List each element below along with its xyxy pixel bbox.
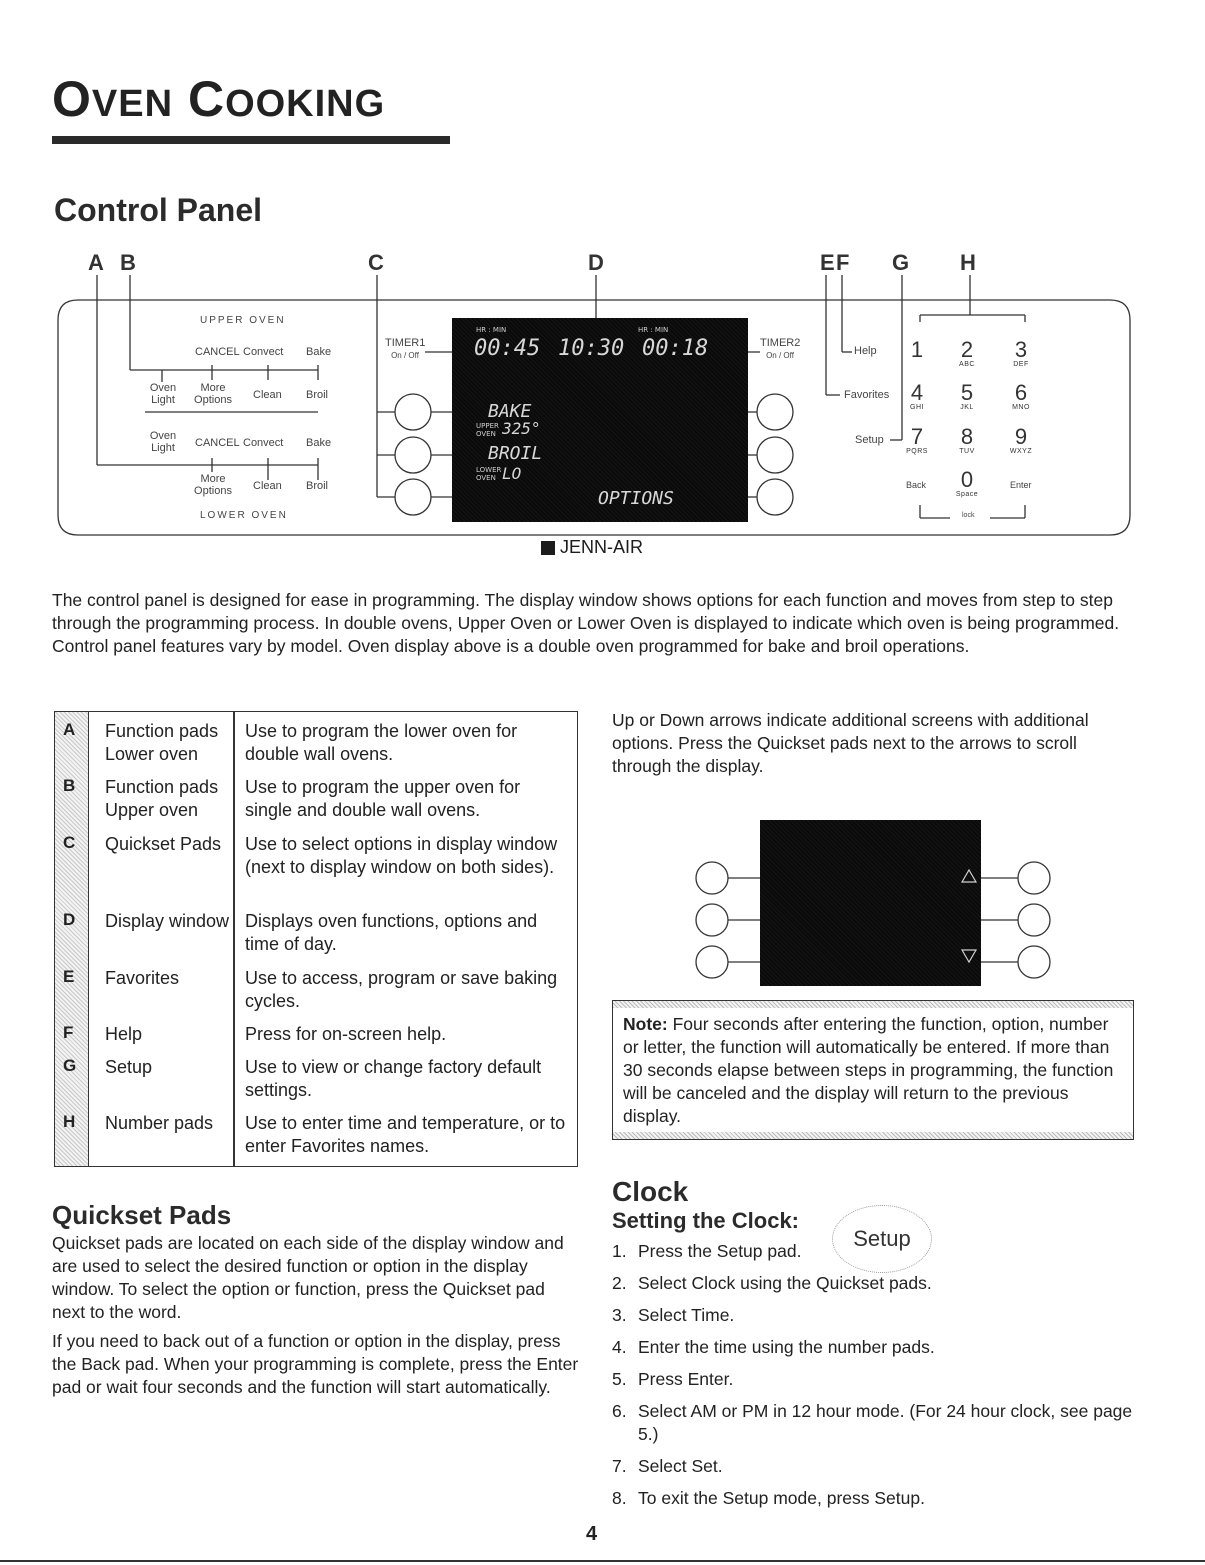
row-desc: Use to program the lower oven for double wall ovens. (245, 721, 518, 764)
row-letter: G (63, 1056, 77, 1075)
key-digit: 6 (1014, 380, 1028, 405)
step-num: 3. (612, 1305, 627, 1325)
quickset-heading: Quickset Pads (52, 1200, 232, 1230)
key-digit: 2 (960, 337, 974, 362)
pad-label: Oven (149, 430, 177, 442)
row-name: Help (105, 1024, 143, 1044)
bottom-rule (0, 1560, 1205, 1562)
timer-label: TIMER2 (760, 337, 801, 349)
lower-cancel-pad[interactable]: CANCEL (195, 437, 240, 449)
key-letters: GHI (910, 404, 924, 411)
step-text: To exit the Setup mode, press Setup. (638, 1488, 925, 1508)
down-arrow-icon (962, 950, 976, 962)
clock-readout: 10:30 (558, 336, 625, 361)
display-temp: 325° (502, 419, 541, 438)
lower-more-options-pad[interactable] (193, 473, 233, 497)
timer1-pad[interactable] (385, 337, 425, 362)
note-hatch-top (613, 1001, 1133, 1008)
key-letters: Space (955, 491, 979, 498)
step-text: Select Time. (638, 1305, 735, 1325)
row-name: Setup (105, 1057, 153, 1077)
title-part: C (187, 71, 226, 127)
step-num: 1. (612, 1241, 627, 1261)
row-desc: Displays oven functions, options and time of day. (245, 911, 538, 954)
callout-f: F (836, 250, 850, 275)
upper-clean-pad[interactable]: Clean (253, 389, 282, 401)
row-letter: E (63, 967, 75, 986)
note-box (612, 1000, 1134, 1140)
step-text: Select Set. (638, 1456, 723, 1476)
title-part: OOKING (225, 83, 386, 125)
lower-oven-label: LOWER OVEN (200, 510, 288, 521)
quickset-paragraph-1: Quickset pads are located on each side of the display window and are used to select the desired function or option in the display window. To select the option or function, press the Quickset pad next to the word. (52, 1233, 564, 1322)
pad-label: More (200, 382, 226, 394)
setup-pad[interactable]: Setup (855, 434, 884, 446)
brand-name: JENN-AIR (560, 537, 644, 557)
lower-oven-light-pad[interactable] (145, 430, 181, 454)
key-3[interactable] (1001, 337, 1041, 368)
step-item (612, 1240, 1142, 1263)
step-item (612, 1400, 1142, 1446)
row-name: Display window (105, 911, 230, 931)
row-name: Function pads Upper oven (105, 777, 219, 820)
clock-steps (612, 1240, 1142, 1519)
step-num: 7. (612, 1456, 627, 1476)
setup-pad-icon: Setup (832, 1205, 932, 1273)
callout-d: D (588, 250, 604, 275)
step-num: 2. (612, 1273, 627, 1293)
key-4[interactable] (897, 380, 937, 411)
note-label: Note: (623, 1014, 668, 1034)
step-item (612, 1455, 1142, 1478)
lock-label: lock (962, 512, 975, 519)
step-item (612, 1487, 1142, 1510)
pad-label: Options (194, 485, 232, 497)
hr-min-label: HR : MIN (638, 326, 669, 334)
key-8[interactable] (947, 424, 987, 455)
step-item (612, 1336, 1142, 1359)
timer-label: TIMER1 (385, 337, 426, 349)
pad-label: Light (151, 442, 175, 454)
key-digit: 7 (910, 424, 924, 449)
control-panel-heading: Control Panel (54, 192, 263, 228)
row-desc: Use to enter time and temperature, or to enter Favorites names. (245, 1113, 566, 1156)
tag: LOWER (476, 466, 502, 474)
key-7[interactable] (897, 424, 937, 455)
key-9[interactable] (1001, 424, 1041, 455)
lower-bake-pad[interactable]: Bake (306, 437, 332, 449)
note-text (623, 1013, 1123, 1128)
key-letters: DEF (1013, 361, 1029, 368)
key-6[interactable] (1001, 380, 1041, 411)
display-broil: BROIL (488, 443, 543, 464)
tag: OVEN (476, 430, 496, 438)
callout-e: E (820, 250, 835, 275)
step-text: Press the Setup pad. (638, 1241, 802, 1261)
row-name: Function pads Lower oven (105, 721, 219, 764)
timer-sub: On / Off (391, 351, 419, 360)
tag: UPPER (476, 422, 499, 430)
title-part: VEN (91, 83, 174, 125)
display-window (452, 318, 748, 522)
row-desc: Press for on-screen help. (245, 1024, 447, 1044)
step-num: 5. (612, 1369, 627, 1389)
enter-pad[interactable]: Enter (1010, 480, 1032, 490)
key-1[interactable] (897, 337, 937, 363)
key-0[interactable] (947, 467, 987, 498)
display-lo: LO (502, 464, 522, 483)
key-digit: 5 (960, 380, 974, 405)
key-letters: ABC (959, 361, 975, 368)
upper-more-options-pad[interactable] (193, 382, 233, 406)
step-text: Select Clock using the Quickset pads. (638, 1273, 932, 1293)
step-num: 4. (612, 1337, 627, 1357)
upper-oven-light-pad[interactable] (145, 382, 181, 406)
upper-cancel-pad[interactable]: CANCEL (195, 346, 240, 358)
help-pad[interactable]: Help (854, 345, 877, 357)
key-5[interactable] (947, 380, 987, 411)
row-letter: A (63, 720, 76, 739)
key-2[interactable] (947, 337, 987, 368)
page-number: 4 (586, 1523, 598, 1545)
row-desc: Use to select options in display window (next to display window on both sides). (245, 834, 558, 877)
row-letter: F (63, 1023, 74, 1042)
back-pad[interactable]: Back (906, 480, 927, 490)
row-name: Number pads (105, 1113, 214, 1133)
tag: OVEN (476, 474, 496, 482)
upper-bake-pad[interactable]: Bake (306, 346, 332, 358)
row-letter: C (63, 833, 76, 852)
timer2-pad[interactable] (760, 337, 800, 362)
upper-oven-tag (476, 422, 499, 438)
key-digit: 1 (910, 337, 924, 362)
pad-label: More (200, 473, 226, 485)
pad-label: Oven (149, 382, 177, 394)
lower-broil-pad[interactable]: Broil (306, 480, 329, 492)
row-name: Quickset Pads (105, 834, 222, 854)
row-desc: Use to access, program or save baking cycles. (245, 968, 558, 1011)
lower-convect-pad[interactable]: Convect (243, 437, 284, 449)
timer2-readout: 00:18 (642, 336, 709, 361)
row-letter: H (63, 1112, 76, 1131)
key-letters: PQRS (906, 448, 928, 455)
timer1-readout: 00:45 (474, 336, 541, 361)
step-text: Enter the time using the number pads. (638, 1337, 935, 1357)
pad-label: Options (194, 394, 232, 406)
features-table (54, 711, 578, 1167)
key-letters: JKL (960, 404, 974, 411)
row-letter: B (63, 776, 76, 795)
key-digit: 9 (1014, 424, 1028, 449)
note-body: Four seconds after entering the function, option, number or letter, the function will automatically be entered. If more than 30 seconds elapse between steps in programming, the function will be canceled and the display will return to the previous display. (623, 1014, 1114, 1126)
step-num: 6. (612, 1401, 627, 1421)
lower-oven-tag (476, 466, 501, 482)
favorites-pad[interactable]: Favorites (844, 389, 890, 401)
step-text: Select AM or PM in 12 hour mode. (For 24 hour clock, see page 5.) (638, 1401, 1133, 1444)
timer-sub: On / Off (766, 351, 794, 360)
key-letters: TUV (959, 448, 975, 455)
key-digit: 0 (960, 467, 974, 492)
jenn-air-logo-icon (541, 541, 555, 555)
lower-clean-pad[interactable]: Clean (253, 480, 282, 492)
upper-broil-pad[interactable]: Broil (306, 389, 329, 401)
display-bake: BAKE (488, 401, 532, 422)
updown-paragraph: Up or Down arrows indicate additional screens with additional options. Press the Quickset pads next to the arrows to scroll through the display. (612, 710, 1089, 776)
step-item (612, 1272, 1142, 1295)
setting-clock-heading: Setting the Clock: (612, 1208, 800, 1233)
row-desc: Use to view or change factory default settings. (245, 1057, 542, 1100)
row-desc: Use to program the upper oven for single and double wall ovens. (245, 777, 521, 820)
display-options: OPTIONS (598, 488, 674, 509)
intro-paragraph: The control panel is designed for ease in programming. The display window shows options for each function and moves from step to step through the programming process. In double ovens, Upper Oven or Lower Oven is displayed to indicate which oven is being programmed. Control panel features vary by model. Oven display above is a double oven programmed for bake and broil operations. (52, 590, 1120, 656)
quickset-paragraph-2: If you need to back out of a function or option in the display, press the Back pad. When your programming is complete, press the Enter pad or wait four seconds and the function will start automatically. (52, 1331, 579, 1397)
upper-oven-label: UPPER OVEN (200, 315, 286, 326)
callout-h: H (960, 250, 976, 275)
callout-g: G (892, 250, 910, 275)
key-letters: MNO (1012, 404, 1030, 411)
key-digit: 8 (960, 424, 974, 449)
key-digit: 4 (910, 380, 924, 405)
mini-quickset-diagram (680, 820, 1060, 990)
step-item (612, 1368, 1142, 1391)
hr-min-label: HR : MIN (476, 326, 507, 334)
column-divider (233, 712, 235, 1166)
title-part: O (52, 71, 92, 127)
up-arrow-icon (962, 870, 976, 882)
step-text: Press Enter. (638, 1369, 734, 1389)
clock-heading: Clock (612, 1176, 689, 1207)
callout-c: C (368, 250, 384, 275)
note-hatch-bottom (613, 1132, 1133, 1139)
key-letters: WXYZ (1009, 448, 1033, 455)
row-name: Favorites (105, 968, 180, 988)
step-num: 8. (612, 1488, 627, 1508)
pad-label: Light (151, 394, 175, 406)
key-digit: 3 (1014, 337, 1028, 362)
callout-a: A (88, 250, 104, 275)
upper-convect-pad[interactable]: Convect (243, 346, 284, 358)
step-item (612, 1304, 1142, 1327)
callout-b: B (120, 250, 136, 275)
row-letter: D (63, 910, 76, 929)
